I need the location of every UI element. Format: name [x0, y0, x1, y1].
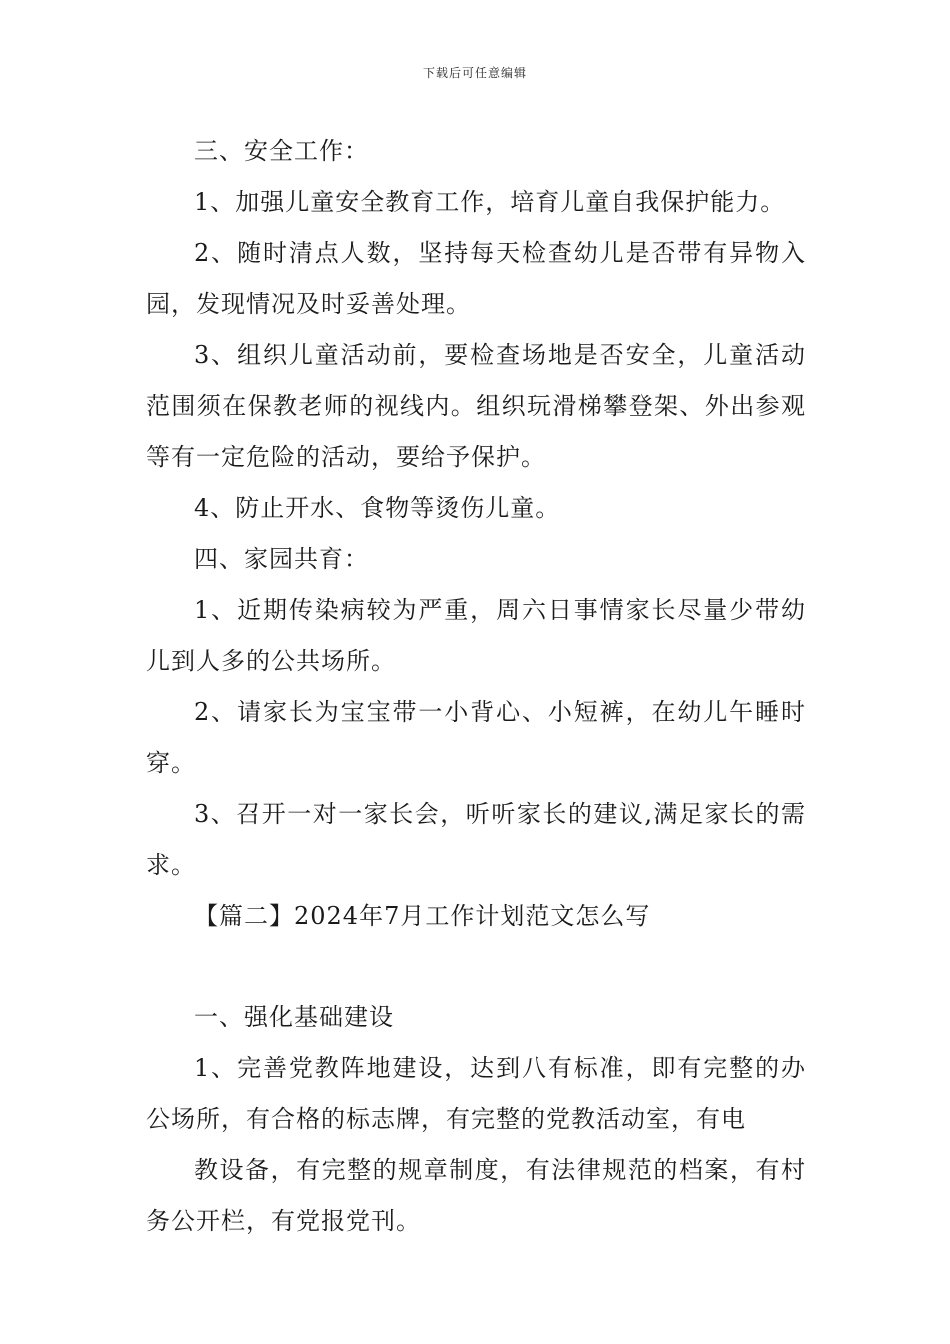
- paragraph: 1、加强儿童安全教育工作，培育儿童自我保护能力。: [194, 188, 786, 216]
- article-title: 【篇二】2024年7月工作计划范文怎么写: [194, 902, 651, 930]
- paragraph: 教设备，有完整的规章制度，有法律规范的档案，有村务公开栏，有党报党刊。: [146, 1156, 806, 1235]
- paragraph: 3、组织儿童活动前，要检查场地是否安全，儿童活动范围须在保教老师的视线内。组织玩滑梯攀登架、外出参观等有一定危险的活动，要给予保护。: [146, 341, 806, 471]
- document-body: [146, 126, 806, 1247]
- paragraph: 1、近期传染病较为严重，周六日事情家长尽量少带幼儿到人多的公共场所。: [146, 596, 806, 675]
- section-heading-safety: 三、安全工作：: [194, 137, 369, 165]
- paragraph: 4、防止开水、食物等烫伤儿童。: [194, 494, 561, 522]
- paragraph: 2、随时清点人数，坚持每天检查幼儿是否带有异物入园，发现情况及时妥善处理。: [146, 239, 806, 318]
- paragraph: 2、请家长为宝宝带一小背心、小短裤，在幼儿午睡时穿。: [146, 698, 806, 777]
- section-heading-home-school: 四、家园共育：: [194, 545, 369, 573]
- section-heading-infrastructure: 一、强化基础建设: [194, 1003, 394, 1031]
- page-header: 下载后可任意编辑: [422, 66, 527, 80]
- paragraph: 1、完善党教阵地建设，达到八有标准，即有完整的办公场所，有合格的标志牌，有完整的党教活动室，有电: [146, 1054, 806, 1133]
- paragraph: 3、召开一对一家长会，听听家长的建议,满足家长的需求。: [146, 800, 806, 879]
